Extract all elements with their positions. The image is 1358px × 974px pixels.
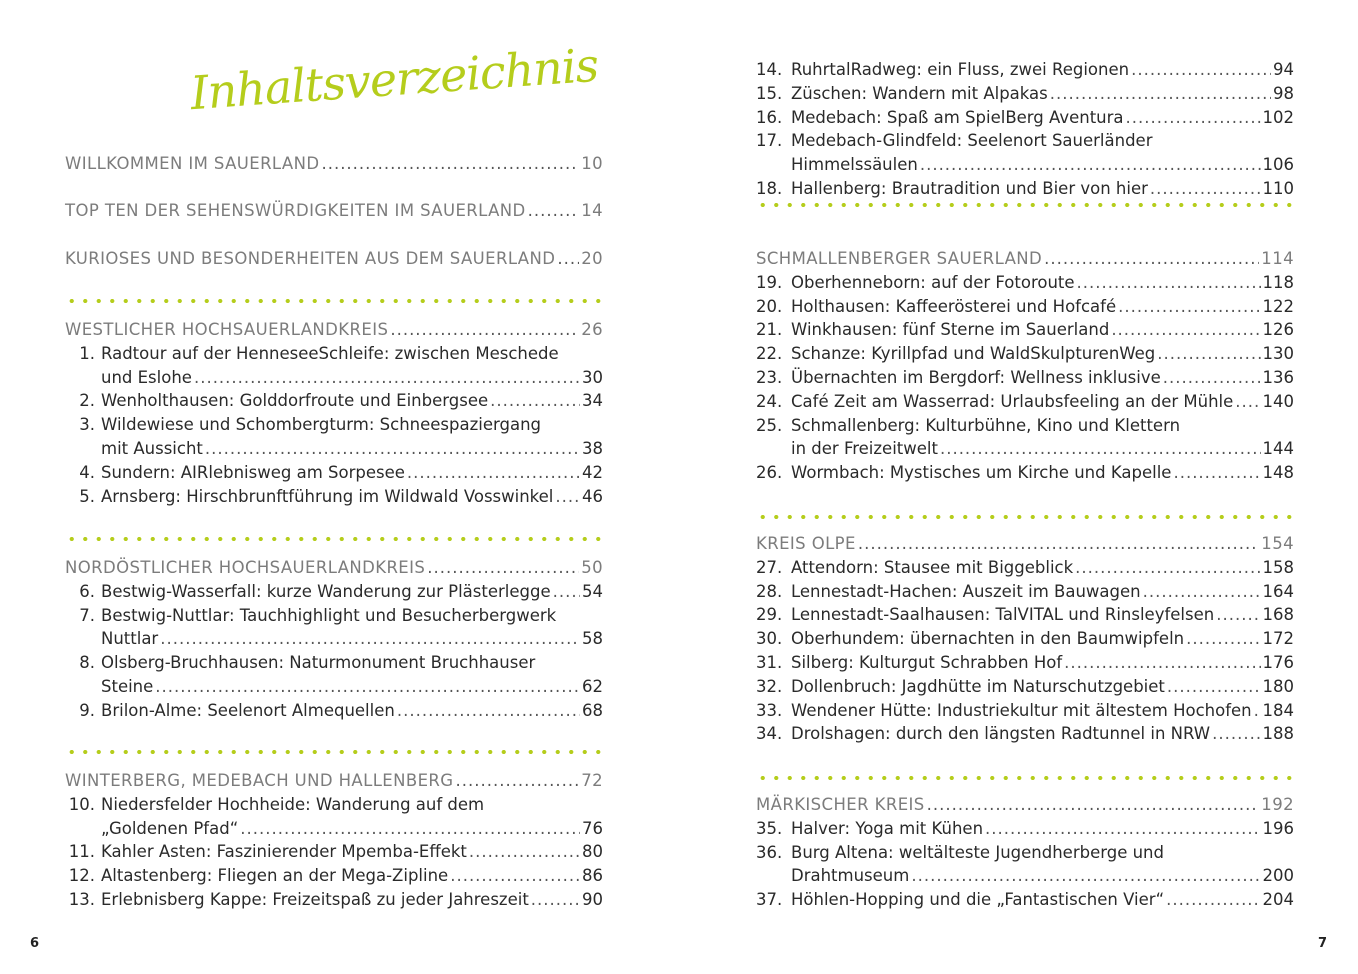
toc-entry-row[interactable] bbox=[65, 461, 603, 485]
entry-number: 35. bbox=[756, 818, 783, 838]
entry-number: 27. bbox=[756, 557, 783, 577]
toc-entry-row[interactable] bbox=[65, 675, 603, 699]
entry-page-number: 140 bbox=[1262, 391, 1294, 411]
toc-entry-row[interactable] bbox=[756, 318, 1294, 342]
section-heading-row[interactable] bbox=[65, 247, 603, 271]
entry-page-number: 180 bbox=[1262, 676, 1294, 696]
entry-title: Niedersfelder Hochheide: Wanderung auf dem bbox=[101, 794, 485, 814]
entry-title: Medebach: Spaß am SpielBerg Aventura bbox=[791, 107, 1124, 127]
section-heading-row[interactable] bbox=[65, 556, 603, 580]
dot-leader bbox=[1111, 318, 1260, 342]
entry-number: 37. bbox=[756, 890, 783, 910]
dot-leader bbox=[1077, 271, 1261, 295]
dot-leader bbox=[407, 461, 580, 485]
entry-number: 34. bbox=[756, 724, 783, 744]
entry-title: Lennestadt-Hachen: Auszeit im Bauwagen bbox=[791, 581, 1141, 601]
entry-page-number: 122 bbox=[1262, 296, 1294, 316]
toc-entry-row[interactable] bbox=[756, 82, 1294, 106]
toc-entry-row[interactable] bbox=[65, 413, 603, 437]
toc-section bbox=[65, 769, 603, 912]
toc-entry-row[interactable] bbox=[756, 864, 1294, 888]
entry-number: 32. bbox=[756, 676, 783, 696]
dot-leader bbox=[1075, 556, 1260, 580]
dot-leader bbox=[531, 888, 580, 912]
entry-title: Dollenbruch: Jagdhütte im Naturschutzgebiet bbox=[791, 676, 1165, 696]
toc-entry-row[interactable] bbox=[756, 699, 1294, 723]
entry-title: und Eslohe bbox=[101, 367, 192, 387]
toc-section bbox=[65, 199, 603, 223]
dot-leader bbox=[1216, 603, 1260, 627]
page-number-left: 6 bbox=[30, 936, 40, 951]
toc-entry-row[interactable] bbox=[756, 817, 1294, 841]
entry-number: 7. bbox=[79, 605, 95, 625]
entry-page-number: 42 bbox=[582, 462, 603, 482]
toc-entry-row[interactable] bbox=[756, 295, 1294, 319]
entry-title: Radtour auf der HenneseeSchleife: zwischen Meschede bbox=[101, 343, 559, 363]
entry-title: Olsberg-Bruchhausen: Naturmonument Bruchhauser bbox=[101, 653, 536, 673]
dot-leader bbox=[397, 699, 580, 723]
entry-title: Wildewiese und Schombergturm: Schneespaziergang bbox=[101, 415, 542, 435]
section-heading: WILLKOMMEN IM SAUERLAND bbox=[65, 154, 320, 173]
dotted-separator bbox=[756, 203, 1294, 207]
entry-number: 10. bbox=[68, 794, 95, 814]
entry-title: Schanze: Kyrillpfad und WaldSkulpturenWeg bbox=[791, 344, 1156, 364]
entry-number: 28. bbox=[756, 581, 783, 601]
dot-leader bbox=[490, 389, 580, 413]
toc-entry-row[interactable] bbox=[65, 793, 603, 817]
toc-entry-row[interactable] bbox=[756, 580, 1294, 604]
toc-entry-row[interactable] bbox=[756, 461, 1294, 485]
section-heading: KURIOSES UND BESONDERHEITEN AUS DEM SAUERLAND bbox=[65, 249, 556, 268]
entry-number: 3. bbox=[79, 415, 95, 435]
entry-title: Oberhenneborn: auf der Fotoroute bbox=[791, 272, 1075, 292]
entry-number: 8. bbox=[79, 653, 95, 673]
entry-page-number: 184 bbox=[1262, 700, 1294, 720]
entry-title: „Goldenen Pfad“ bbox=[101, 818, 239, 838]
entry-page-number: 204 bbox=[1262, 890, 1294, 910]
entry-number: 4. bbox=[79, 462, 95, 482]
entry-number: 36. bbox=[756, 842, 783, 862]
section-heading: MÄRKISCHER KREIS bbox=[756, 795, 925, 814]
toc-section bbox=[65, 556, 603, 723]
entry-number: 1. bbox=[79, 343, 95, 363]
section-heading: SCHMALLENBERGER SAUERLAND bbox=[756, 249, 1043, 268]
entry-title: Schmallenberg: Kulturbühne, Kino und Klettern bbox=[791, 415, 1181, 435]
entry-title: Wenholthausen: Golddorfroute und Einbergsee bbox=[101, 391, 489, 411]
toc-entry-row[interactable] bbox=[65, 366, 603, 390]
entry-page-number: 110 bbox=[1262, 178, 1294, 198]
entry-title: Kahler Asten: Faszinierender Mpemba-Effekt bbox=[101, 842, 467, 862]
toc-entry-row[interactable] bbox=[756, 106, 1294, 130]
entry-number: 33. bbox=[756, 700, 783, 720]
entry-number: 5. bbox=[79, 486, 95, 506]
entry-number: 31. bbox=[756, 652, 783, 672]
section-heading-row[interactable] bbox=[756, 247, 1294, 271]
entry-number: 23. bbox=[756, 367, 783, 387]
entry-title: Holthausen: Kaffeerösterei und Hofcafé bbox=[791, 296, 1117, 316]
entry-number: 17. bbox=[756, 131, 783, 151]
section-page-number: 154 bbox=[1261, 534, 1294, 553]
entry-title: Bestwig-Wasserfall: kurze Wanderung zur Plästerlegge bbox=[101, 581, 551, 601]
dot-leader bbox=[155, 675, 580, 699]
entry-page-number: 68 bbox=[582, 700, 603, 720]
dot-leader bbox=[985, 817, 1260, 841]
dot-leader bbox=[427, 556, 579, 580]
entry-number: 22. bbox=[756, 344, 783, 364]
toc-entry-row[interactable] bbox=[65, 840, 603, 864]
entry-title: RuhrtalRadweg: ein Fluss, zwei Regionen bbox=[791, 60, 1130, 79]
entry-page-number: 176 bbox=[1262, 652, 1294, 672]
toc-entry-row[interactable] bbox=[65, 864, 603, 888]
toc-entry-row[interactable] bbox=[65, 342, 603, 366]
toc-entry-row[interactable] bbox=[65, 699, 603, 723]
dot-leader bbox=[1163, 366, 1261, 390]
entry-title: Erlebnisberg Kappe: Freizeitspaß zu jeder Jahreszeit bbox=[101, 889, 529, 909]
dot-leader bbox=[1131, 58, 1271, 82]
dot-leader bbox=[450, 864, 580, 888]
entry-page-number: 38 bbox=[582, 438, 603, 458]
entry-number: 29. bbox=[756, 605, 783, 625]
section-heading: WESTLICHER HOCHSAUERLANDKREIS bbox=[65, 320, 389, 339]
dot-leader bbox=[1254, 699, 1261, 723]
entry-number: 15. bbox=[756, 83, 783, 103]
toc-entry-row[interactable] bbox=[756, 58, 1294, 82]
entry-title: Hallenberg: Brautradition und Bier von hier bbox=[791, 178, 1148, 198]
dot-leader bbox=[1126, 106, 1261, 130]
toc-entry-row[interactable] bbox=[65, 604, 603, 628]
toc-entry-row[interactable] bbox=[65, 389, 603, 413]
toc-entry-row[interactable] bbox=[65, 817, 603, 841]
dot-leader bbox=[194, 366, 580, 390]
toc-entry-row[interactable] bbox=[756, 414, 1294, 438]
dot-leader bbox=[321, 152, 579, 176]
dot-leader bbox=[940, 437, 1261, 461]
entry-number: 14. bbox=[756, 60, 783, 79]
section-page-number: 50 bbox=[581, 558, 603, 577]
toc-title: Inhaltsverzeichnis bbox=[188, 37, 600, 121]
toc-entry-row[interactable] bbox=[756, 342, 1294, 366]
dotted-separator bbox=[65, 537, 603, 541]
dot-leader bbox=[160, 627, 580, 651]
toc-section bbox=[756, 247, 1294, 485]
section-page-number: 72 bbox=[581, 771, 603, 790]
entry-page-number: 130 bbox=[1262, 344, 1294, 364]
toc-entry-row[interactable] bbox=[756, 603, 1294, 627]
entry-page-number: 94 bbox=[1273, 60, 1294, 79]
toc-entry-row[interactable] bbox=[756, 437, 1294, 461]
section-page-number: 114 bbox=[1261, 249, 1294, 268]
entry-page-number: 148 bbox=[1262, 463, 1294, 483]
entry-page-number: 34 bbox=[582, 391, 603, 411]
dot-leader bbox=[1212, 722, 1260, 746]
dot-leader bbox=[1064, 651, 1260, 675]
entry-page-number: 62 bbox=[582, 676, 603, 696]
entry-title: Oberhundem: übernachten in den Baumwipfeln bbox=[791, 629, 1185, 649]
toc-entry-row[interactable] bbox=[65, 580, 603, 604]
dot-leader bbox=[555, 485, 580, 509]
dot-leader bbox=[858, 532, 1259, 556]
dot-leader bbox=[1044, 247, 1259, 271]
entry-number: 18. bbox=[756, 178, 783, 198]
section-heading: WINTERBERG, MEDEBACH UND HALLENBERG bbox=[65, 771, 454, 790]
dot-leader bbox=[911, 864, 1260, 888]
section-heading: TOP TEN DER SEHENSWÜRDIGKEITEN IM SAUERLAND bbox=[65, 201, 526, 220]
entry-page-number: 76 bbox=[582, 818, 603, 838]
entry-page-number: 200 bbox=[1262, 866, 1294, 886]
entry-title: Nuttlar bbox=[101, 629, 159, 649]
toc-entry-row[interactable] bbox=[65, 627, 603, 651]
entry-title: Medebach-Glindfeld: Seelenort Sauerländer bbox=[791, 131, 1153, 151]
entry-title: Übernachten im Bergdorf: Wellness inklusive bbox=[791, 367, 1161, 387]
dot-leader bbox=[469, 840, 580, 864]
dot-leader bbox=[528, 199, 580, 223]
dotted-separator bbox=[756, 515, 1294, 519]
entry-number: 19. bbox=[756, 272, 783, 292]
toc-section bbox=[756, 58, 1294, 201]
page-number-right: 7 bbox=[1318, 936, 1328, 951]
entry-title: Café Zeit am Wasserrad: Urlaubsfeeling an der Mühle bbox=[791, 391, 1234, 411]
entry-number: 13. bbox=[68, 889, 95, 909]
entry-page-number: 30 bbox=[582, 367, 603, 387]
dot-leader bbox=[390, 318, 579, 342]
section-heading-row[interactable] bbox=[756, 532, 1294, 556]
entry-page-number: 196 bbox=[1262, 818, 1294, 838]
dot-leader bbox=[205, 437, 580, 461]
dot-leader bbox=[1186, 627, 1260, 651]
section-heading-row[interactable] bbox=[65, 769, 603, 793]
dot-leader bbox=[1118, 295, 1260, 319]
toc-entry-row[interactable] bbox=[756, 675, 1294, 699]
toc-entry-row[interactable] bbox=[756, 556, 1294, 580]
entry-page-number: 172 bbox=[1262, 629, 1294, 649]
entry-title: Altastenberg: Fliegen an der Mega-Zipline bbox=[101, 866, 449, 886]
entry-title: Drahtmuseum bbox=[791, 866, 910, 886]
toc-section bbox=[65, 318, 603, 508]
dot-leader bbox=[920, 153, 1261, 177]
toc-entry-row[interactable] bbox=[756, 271, 1294, 295]
dotted-separator bbox=[65, 299, 603, 303]
toc-entry-row[interactable] bbox=[756, 153, 1294, 177]
entry-page-number: 102 bbox=[1262, 107, 1294, 127]
entry-number: 24. bbox=[756, 391, 783, 411]
section-page-number: 192 bbox=[1261, 795, 1294, 814]
toc-section bbox=[756, 532, 1294, 746]
dot-leader bbox=[455, 769, 579, 793]
entry-title: Burg Altena: weltälteste Jugendherberge und bbox=[791, 842, 1164, 862]
toc-entry-row[interactable] bbox=[756, 177, 1294, 201]
entry-page-number: 54 bbox=[582, 581, 603, 601]
dot-leader bbox=[240, 817, 580, 841]
dotted-separator bbox=[65, 750, 603, 754]
entry-number: 25. bbox=[756, 415, 783, 435]
dot-leader bbox=[553, 580, 580, 604]
entry-page-number: 126 bbox=[1262, 320, 1294, 340]
entry-title: Bestwig-Nuttlar: Tauchhighlight und Besucherbergwerk bbox=[101, 605, 557, 625]
entry-page-number: 90 bbox=[582, 889, 603, 909]
entry-title: Lennestadt-Saalhausen: TalVITAL und Rinsleyfelsen bbox=[791, 605, 1215, 625]
entry-title: mit Aussicht bbox=[101, 438, 203, 458]
dot-leader bbox=[1143, 580, 1261, 604]
entry-title: Steine bbox=[101, 676, 154, 696]
entry-number: 16. bbox=[756, 107, 783, 127]
entry-page-number: 58 bbox=[582, 629, 603, 649]
toc-entry-row[interactable] bbox=[756, 651, 1294, 675]
entry-page-number: 158 bbox=[1262, 557, 1294, 577]
entry-page-number: 144 bbox=[1262, 439, 1294, 459]
toc-entry-row[interactable] bbox=[756, 841, 1294, 865]
dot-leader bbox=[927, 793, 1260, 817]
section-heading-row[interactable] bbox=[65, 152, 603, 176]
entry-number: 21. bbox=[756, 320, 783, 340]
section-heading: KREIS OLPE bbox=[756, 534, 856, 553]
entry-page-number: 136 bbox=[1262, 367, 1294, 387]
entry-page-number: 168 bbox=[1262, 605, 1294, 625]
entry-page-number: 188 bbox=[1262, 724, 1294, 744]
entry-title: Arnsberg: Hirschbrunftführung im Wildwald Vosswinkel bbox=[101, 486, 554, 506]
entry-number: 6. bbox=[79, 581, 95, 601]
toc-entry-row[interactable] bbox=[756, 722, 1294, 746]
entry-title: Attendorn: Stausee mit Biggeblick bbox=[791, 557, 1074, 577]
dot-leader bbox=[557, 247, 579, 271]
toc-section bbox=[756, 793, 1294, 912]
entry-title: Brilon-Alme: Seelenort Almequellen bbox=[101, 700, 395, 720]
dotted-separator bbox=[756, 776, 1294, 780]
entry-title: Wendener Hütte: Industriekultur mit ältestem Hochofen bbox=[791, 700, 1252, 720]
dot-leader bbox=[1235, 390, 1260, 414]
entry-title: in der Freizeitwelt bbox=[791, 439, 938, 459]
toc-entry-row[interactable] bbox=[756, 627, 1294, 651]
section-page-number: 14 bbox=[581, 201, 603, 220]
entry-number: 26. bbox=[756, 463, 783, 483]
toc-entry-row[interactable] bbox=[756, 366, 1294, 390]
dot-leader bbox=[1173, 461, 1260, 485]
entry-number: 11. bbox=[68, 842, 95, 862]
section-heading-row[interactable] bbox=[756, 793, 1294, 817]
entry-title: Winkhausen: fünf Sterne im Sauerland bbox=[791, 320, 1110, 340]
section-page-number: 26 bbox=[581, 320, 603, 339]
entry-page-number: 80 bbox=[582, 842, 603, 862]
toc-entry-row[interactable] bbox=[756, 129, 1294, 153]
dot-leader bbox=[1167, 675, 1261, 699]
section-page-number: 20 bbox=[581, 249, 603, 268]
toc-entry-row[interactable] bbox=[65, 485, 603, 509]
entry-page-number: 46 bbox=[582, 486, 603, 506]
section-page-number: 10 bbox=[581, 154, 603, 173]
entry-number: 20. bbox=[756, 296, 783, 316]
entry-number: 12. bbox=[68, 866, 95, 886]
entry-page-number: 106 bbox=[1262, 155, 1294, 175]
entry-title: Himmelssäulen bbox=[791, 155, 918, 175]
entry-page-number: 86 bbox=[582, 866, 603, 886]
toc-entry-row[interactable] bbox=[65, 651, 603, 675]
entry-number: 30. bbox=[756, 629, 783, 649]
dot-leader bbox=[1166, 888, 1260, 912]
entry-title: Züschen: Wandern mit Alpakas bbox=[791, 83, 1048, 103]
entry-number: 9. bbox=[79, 700, 95, 720]
section-heading: NORDÖSTLICHER HOCHSAUERLANDKREIS bbox=[65, 558, 426, 577]
entry-page-number: 118 bbox=[1262, 272, 1294, 292]
entry-title: Sundern: AIRlebnisweg am Sorpesee bbox=[101, 462, 405, 482]
dot-leader bbox=[1157, 342, 1260, 366]
toc-section bbox=[65, 152, 603, 176]
toc-entry-row[interactable] bbox=[756, 888, 1294, 912]
entry-title: Höhlen-Hopping und die „Fantastischen Vier“ bbox=[791, 890, 1165, 910]
entry-number: 2. bbox=[79, 391, 95, 411]
entry-page-number: 164 bbox=[1262, 581, 1294, 601]
dot-leader bbox=[1150, 177, 1261, 201]
toc-entry-row[interactable] bbox=[756, 390, 1294, 414]
dot-leader bbox=[1050, 82, 1271, 106]
toc-entry-row[interactable] bbox=[65, 437, 603, 461]
entry-title: Wormbach: Mystisches um Kirche und Kapelle bbox=[791, 463, 1172, 483]
entry-title: Halver: Yoga mit Kühen bbox=[791, 818, 984, 838]
toc-section bbox=[65, 247, 603, 271]
entry-title: Silberg: Kulturgut Schrabben Hof bbox=[791, 652, 1063, 672]
section-heading-row[interactable] bbox=[65, 318, 603, 342]
section-heading-row[interactable] bbox=[65, 199, 603, 223]
entry-title: Drolshagen: durch den längsten Radtunnel in NRW bbox=[791, 724, 1211, 744]
toc-entry-row[interactable] bbox=[65, 888, 603, 912]
entry-page-number: 98 bbox=[1273, 83, 1294, 103]
